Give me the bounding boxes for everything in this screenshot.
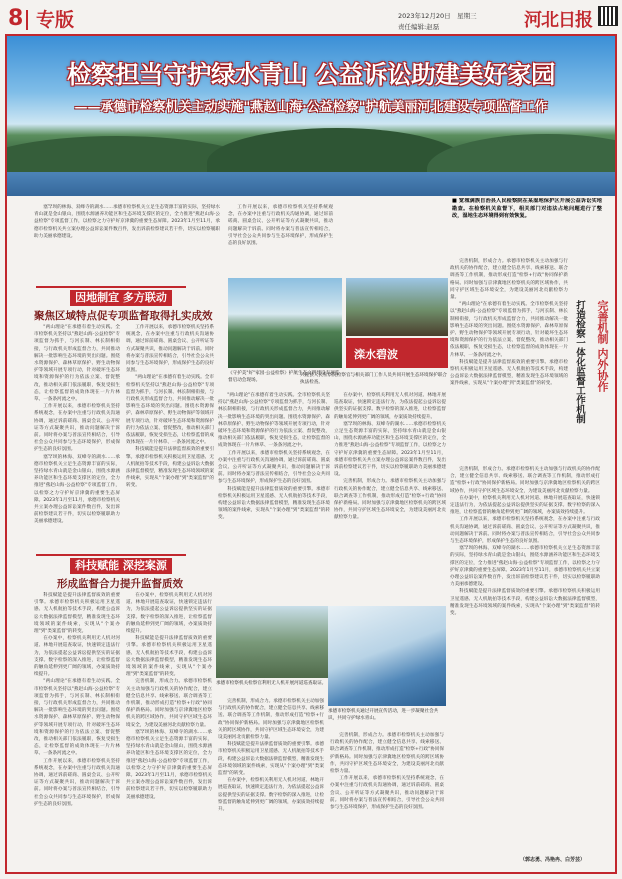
section2-subtitle: 形成监督合力提升监督质效 [57, 578, 183, 590]
section1-body-b: 工作开展以来，承德市检察机关坚持系统观念，在办案中注重与行政机关沟通协调，通过诉前磋商、圆桌会议、公开听证等方式凝聚共识，推动问题解决于诉前。同时将办案与普法宣传相结合，引导社会公众共同参与生态环境保护，形成保护生态的良好氛围。 "两山理论"在承德有着生动实践。全市检察机关坚持以"燕赵山海·公益检察"专项监督为抓手，与河长制、林长制相衔接，与行政机关形成监督合力，共同推动解决一批影响生态环境的突出问题。围绕水资源保护、森林草原保护、野生动物保护等领域开展专项行动，针对破坏生态环境和资源保护的行为依法立案、督促整改，推动相关部门依法履职，恢复受损生态，让检察监督的成效体现在一片片林草、一条条河流之中。 科技赋能是提升法律监督质效的重要引擎。承德市检察机关积极运用卫星遥感、无人机航拍等技术手段，构建公益诉讼大数据法律监督模型，精准发现生态环境领域的案件线索，实现从"个案办理"到"类案监督"的转变。 [126, 325, 214, 489]
center-body-2: 在办案中，检察机关利用无人机对河道、林地开展巡查取证，快速锁定违法行为，为依法提起公益诉讼提供坚实的证据支撑。数字检察的深入推进，让检察监督的触角延伸到更广阔的领域，办案质效持续提升。 塞罕坝的林海、双峰寺的湖水……承德市检察机关立足生态资源丰富的实际，坚持绿水青山就是金山银山，围绕水源涵养功能区和生态环境支撑区的定位，全力推进"燕赵山海·公益检察"专项监督工作，以检察之力守护好京津冀的重要生态屏障。2023年1月至11月，承德市检察机关共立案办理公益诉讼案件数百件，发出诉前检察建议若干件，切实以检察履职助力美丽承德建设。 完善机制，形成合力。承德市检察机关主动加强与行政机关的协作配合，建立健全信息共享、线索移送、联合调查等工作机制，推动形成打造"检察+行政"协同保护新格局。同时加强与京津冀地区检察机关的跨区域协作，共同守护区域生态环境安全，为建设美丽河北贡献检察力量。 [334, 393, 446, 521]
main-headline: 检察担当守护绿水青山 公益诉讼助建美好家园 [66, 60, 556, 89]
section3-title-a: 打造检察一体化监督工作机制 [574, 300, 585, 424]
right-body-2: 完善机制，形成合力。承德市检察机关主动加强与行政机关的协作配合，建立健全信息共享、线索移送、联合调查等工作机制，推动形成打造"检察+行政"协同保护新格局。同时加强与京津冀地区检察机关的跨区域协作，共同守护区域生态环境安全，为建设美丽河北贡献检察力量。 在办案中，检察机关利用无人机对河道、林地开展巡查取证，快速锁定违法行为，为依法提起公益诉讼提供坚实的证据支撑。数字检察的深入推进，让检察监督的触角延伸到更广阔的领域，办案质效持续提升。 工作开展以来，承德市检察机关坚持系统观念，在办案中注重与行政机关沟通协调，通过诉前磋商、圆桌会议、公开听证等方式凝聚共识，推动问题解决于诉前。同时将办案与普法宣传相结合，引导社会公众共同参与生态环境保护，形成保护生态的良好氛围。 塞罕坝的林海、双峰寺的湖水……承德市检察机关立足生态资源丰富的实际，坚持绿水青山就是金山银山，围绕水源涵养功能区和生态环境支撑区的定位，全力推进"燕赵山海·公益检察"专项监督工作，以检察之力守护好京津冀的重要生态屏障。2023年1月至11月，承德市检察机关共立案办理公益诉讼案件数百件，发出诉前检察建议若干件，切实以检察履职助力美丽承德建设。 科技赋能是提升法律监督质效的重要引擎。承德市检察机关积极运用卫星遥感、无人机航拍等技术手段，构建公益诉讼大数据法律监督模型，精准发现生态环境领域的案件线索，实现从"个案办理"到"类案监督"的转变。 [450, 467, 600, 617]
right-body-1: 完善机制，形成合力。承德市检察机关主动加强与行政机关的协作配合，建立健全信息共享、线索移送、联合调查等工作机制，推动形成打造"检察+行政"协同保护新格局。同时加强与京津冀地区检察机关的跨区域协作，共同守护区域生态环境安全，为建设美丽河北贡献检察力量。 "两山理论"在承德有着生动实践。全市检察机关坚持以"燕赵山海·公益检察"专项监督为抓手，与河长制、林长制相衔接，与行政机关形成监督合力，共同推动解决一批影响生态环境的突出问题。围绕水资源保护、森林草原保护、野生动物保护等领域开展专项行动，针对破坏生态环境和资源保护的行为依法立案、督促整改，推动相关部门依法履职，恢复受损生态，让检察监督的成效体现在一片片林草、一条条河流之中。 科技赋能是提升法律监督质效的重要引擎。承德市检察机关积极运用卫星遥感、无人机航拍等技术手段，构建公益诉讼大数据法律监督模型，精准发现生态环境领域的案件线索，实现从"个案办理"到"类案监督"的转变。 [450, 259, 568, 387]
header-divider [26, 10, 28, 30]
intro-paragraph: 塞罕坝的林海、双峰寺的湖水……承德市检察机关立足生态资源丰富的实际，坚持绿水青山就是金山银山，围绕水源涵养功能区和生态环境支撑区的定位，全力推进"燕赵山海·公益检察"专项监督工作，以检察之力守护好京津冀的重要生态屏障。2023年1月至11月，承德市检察机关共立案办理公益诉讼案件数百件，发出诉前检察建议若干件，切实以检察履职助力美丽承德建设。 [34, 205, 220, 239]
caption-photo-mid: 兴隆县人民检察院检察官与相关部门工作人员共同开展生态环境保护联合执法检查。 [300, 373, 448, 385]
section1-body-a: "两山理论"在承德有着生动实践。全市检察机关坚持以"燕赵山海·公益检察"专项监督为抓手，与河长制、林长制相衔接，与行政机关形成监督合力，共同推动解决一批影响生态环境的突出问题。围绕水资源保护、森林草原保护、野生动物保护等领域开展专项行动，针对破坏生态环境和资源保护的行为依法立案、督促整改，推动相关部门依法履职，恢复受损生态，让检察监督的成效体现在一片片林草、一条条河流之中。 工作开展以来，承德市检察机关坚持系统观念，在办案中注重与行政机关沟通协调，通过诉前磋商、圆桌会议、公开听证等方式凝聚共识，推动问题解决于诉前。同时将办案与普法宣传相结合，引导社会公众共同参与生态环境保护，形成保护生态的良好氛围。 塞罕坝的林海、双峰寺的湖水……承德市检察机关立足生态资源丰富的实际，坚持绿水青山就是金山银山，围绕水源涵养功能区和生态环境支撑区的定位，全力推进"燕赵山海·公益检察"专项监督工作，以检察之力守护好京津冀的重要生态屏障。2023年1月至11月，承德市检察机关共立案办理公益诉讼案件数百件，发出诉前检察建议若干件，切实以检察履职助力美丽承德建设。 [34, 325, 120, 525]
newspaper-masthead: 河北日报 [524, 10, 592, 31]
section-name: 专版 [36, 9, 75, 31]
date-line: 2023年12月20日 星期三 [398, 12, 477, 20]
section2-body-a: 科技赋能是提升法律监督质效的重要引擎。承德市检察机关积极运用卫星遥感、无人机航拍等技术手段，构建公益诉讼大数据法律监督模型，精准发现生态环境领域的案件线索，实现从"个案办理"到"类案监督"的转变。 在办案中，检察机关利用无人机对河道、林地开展巡查取证，快速锁定违法行为，为依法提起公益诉讼提供坚实的证据支撑。数字检察的深入推进，让检察监督的触角延伸到更广阔的领域，办案质效持续提升。 "两山理论"在承德有着生动实践。全市检察机关坚持以"燕赵山海·公益检察"专项监督为抓手，与河长制、林长制相衔接，与行政机关形成监督合力，共同推动解决一批影响生态环境的突出问题。围绕水资源保护、森林草原保护、野生动物保护等领域开展专项行动，针对破坏生态环境和资源保护的行为依法立案、督促整改，推动相关部门依法履职，恢复受损生态，让检察监督的成效体现在一片片林草、一条条河流之中。 工作开展以来，承德市检察机关坚持系统观念，在办案中注重与行政机关沟通协调，通过诉前磋商、圆桌会议、公开听证等方式凝聚共识，推动问题解决于诉前。同时将办案与普法宣传相结合，引导社会公众共同参与生态环境保护，形成保护生态的良好氛围。 [34, 593, 120, 807]
section3-title-b: 完善机制 内外协作 [596, 300, 609, 392]
center-body-3: 完善机制，形成合力。承德市检察机关主动加强与行政机关的协作配合，建立健全信息共享、线索移送、联合调查等工作机制，推动形成打造"检察+行政"协同保护新格局。同时加强与京津冀地区检察机关的跨区域协作，共同守护区域生态环境安全，为建设美丽河北贡献检察力量。 科技赋能是提升法律监督质效的重要引擎。承德市检察机关积极运用卫星遥感、无人机航拍等技术手段，构建公益诉讼大数据法律监督模型，精准发现生态环境领域的案件线索，实现从"个案办理"到"类案监督"的转变。 在办案中，检察机关利用无人机对河道、林地开展巡查取证，快速锁定违法行为，为依法提起公益诉讼提供坚实的证据支撑。数字检察的深入推进，让检察监督的触角延伸到更广阔的领域，办案质效持续提升。 [218, 699, 324, 813]
page-number: 8 [8, 6, 24, 31]
sub-headline: ——承德市检察机关主动实施"燕赵山海·公益检察"护航美丽河北建设专项监督工作 [74, 100, 548, 115]
section1-subtitle: 聚焦区域特点促专项监督取得扎实成效 [34, 310, 213, 322]
intro-paragraph-2: 工作开展以来，承德市检察机关坚持系统观念，在办案中注重与行政机关沟通协调，通过诉前磋商、圆桌会议、公开听证等方式凝聚共识，推动问题解决于诉前。同时将办案与普法宣传相结合，引导社会公众共同参与生态环境保护，形成保护生态的良好氛围。 [228, 205, 333, 247]
center-body-1: "两山理论"在承德有着生动实践。全市检察机关坚持以"燕赵山海·公益检察"专项监督为抓手，与河长制、林长制相衔接，与行政机关形成监督合力，共同推动解决一批影响生态环境的突出问题。围绕水资源保护、森林草原保护、野生动物保护等领域开展专项行动，针对破坏生态环境和资源保护的行为依法立案、督促整改，推动相关部门依法履职，恢复受损生态，让检察监督的成效体现在一片片林草、一条条河流之中。 工作开展以来，承德市检察机关坚持系统观念，在办案中注重与行政机关沟通协调，通过诉前磋商、圆桌会议、公开听证等方式凝聚共识，推动问题解决于诉前。同时将办案与普法宣传相结合，引导社会公众共同参与生态环境保护，形成保护生态的良好氛围。 科技赋能是提升法律监督质效的重要引擎。承德市检察机关积极运用卫星遥感、无人机航拍等技术手段，构建公益诉讼大数据法律监督模型，精准发现生态环境领域的案件线索，实现从"个案办理"到"类案监督"的转变。 [218, 393, 330, 521]
section2-body-b: 在办案中，检察机关利用无人机对河道、林地开展巡查取证，快速锁定违法行为，为依法提起公益诉讼提供坚实的证据支撑。数字检察的深入推进，让检察监督的触角延伸到更广阔的领域，办案质效持续提升。 科技赋能是提升法律监督质效的重要引擎。承德市检察机关积极运用卫星遥感、无人机航拍等技术手段，构建公益诉讼大数据法律监督模型，精准发现生态环境领域的案件线索，实现从"个案办理"到"类案监督"的转变。 完善机制，形成合力。承德市检察机关主动加强与行政机关的协作配合，建立健全信息共享、线索移送、联合调查等工作机制，推动形成打造"检察+行政"协同保护新格局。同时加强与京津冀地区检察机关的跨区域协作，共同守护区域生态环境安全，为建设美丽河北贡献检察力量。 塞罕坝的林海、双峰寺的湖水……承德市检察机关立足生态资源丰富的实际，坚持绿水青山就是金山银山，围绕水源涵养功能区和生态环境支撑区的定位，全力推进"燕赵山海·公益检察"专项监督工作，以检察之力守护好京津冀的重要生态屏障。2023年1月至11月，承德市检察机关共立案办理公益诉讼案件数百件，发出诉前检察建议若干件，切实以检察履职助力美丽承德建设。 [126, 593, 212, 800]
caption-photo-bottom: 承德市检察机关通过开展宣传活动，进一步凝聚社会共识，共同守护绿水青山。 [328, 709, 439, 721]
section2-banner: 科技赋能 深挖案源 [70, 558, 172, 574]
byline: （郭志勇、冯艳冉、白芳芸） [520, 857, 586, 863]
page-frame [5, 34, 617, 874]
section1-banner: 因地制宜 多方联动 [70, 290, 172, 306]
qr-code-icon [598, 6, 618, 26]
editors-line: 责任编辑:赵磊 [398, 23, 440, 31]
sign-board-text: 滦水碧波 [354, 348, 398, 361]
center-body-4: 完善机制，形成合力。承德市检察机关主动加强与行政机关的协作配合，建立健全信息共享、线索移送、联合调查等工作机制，推动形成打造"检察+行政"协同保护新格局。同时加强与京津冀地区检察机关的跨区域协作，共同守护区域生态环境安全，为建设美丽河北贡献检察力量。 工作开展以来，承德市检察机关坚持系统观念，在办案中注重与行政机关沟通协调，通过诉前磋商、圆桌会议、公开听证等方式凝聚共识，推动问题解决于诉前。同时将办案与普法宣传相结合，引导社会公众共同参与生态环境保护，形成保护生态的良好氛围。 [330, 733, 444, 811]
caption-photo-drone: 承德市检察机关检察官利用无人机开展河道巡查取证。 [216, 681, 327, 686]
caption-photo-top: 《守护美"好"家园·公益检察》护航生态文明建设专项监督启动会现场。 [228, 371, 340, 383]
right-lead: ■ 宽城满族自治县人民检察院在某湿地保护区开展公益诉讼实地勘查。在检察机关监督下，相关部门对违法占地问题进行了整改，湿地生态环境得到有效恢复。 [452, 198, 602, 220]
